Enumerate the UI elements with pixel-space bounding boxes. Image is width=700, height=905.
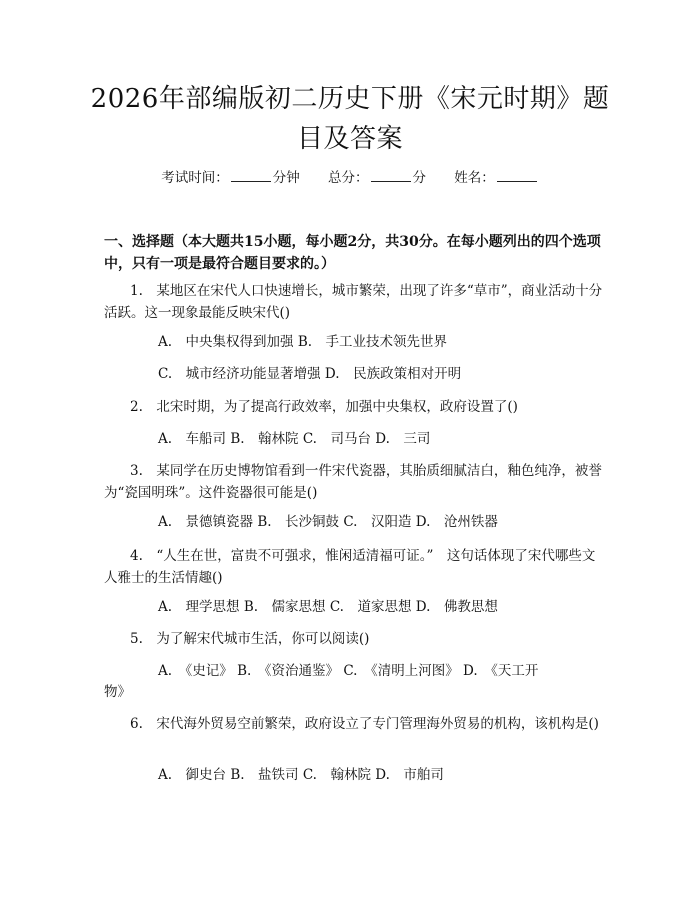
question-6-stem [104, 713, 604, 735]
question-3-stem [104, 460, 604, 504]
exam-time-blank[interactable] [231, 168, 271, 182]
question-1-options-line-1: A. 中央集权得到加强 B. 手工业技术领先世界 [158, 334, 448, 350]
question-1-options-line-2: C. 城市经济功能显著增强 D. 民族政策相对开明 [158, 366, 462, 382]
title-line-2: 目及答案 [296, 124, 403, 154]
total-score-unit: 分 [412, 170, 426, 186]
name-label: 姓名： [454, 170, 495, 186]
total-score-label: 总分： [328, 170, 369, 186]
section-header: 一、选择题（本大题共15小题，每小题2分，共30分。在每小题列出的四个选项中，只有一项是最符合题目要求的。） [104, 234, 601, 272]
name-field [454, 170, 539, 186]
question-text: 4. “人生在世，富贵不可强求，惟闲适清福可证。” 这句话体现了宋代哪些文人雅士的生活情趣() [104, 548, 596, 586]
name-blank[interactable] [497, 168, 537, 182]
document-title [80, 79, 620, 159]
question-text: 6. 宋代海外贸易空前繁荣，政府设立了专门管理海外贸易的机构，该机构是() [130, 716, 599, 732]
question-text: 1. 某地区在宋代人口快速增长，城市繁荣，出现了许多“草市”，商业活动十分活跃。这一现象最能反映宋代() [104, 283, 603, 321]
question-5-options-line-1: A. 《史记》 B. 《资治通鉴》 C. 《清明上河图》 D. 《天工开 [158, 663, 539, 679]
total-score-field [328, 170, 430, 186]
question-2-options: A. 车船司 B. 翰林院 C. 司马台 D. 三司 [158, 431, 431, 447]
question-6-options: A. 御史台 B. 盐铁司 C. 翰林院 D. 市舶司 [158, 767, 444, 783]
question-4-stem [104, 545, 604, 589]
total-score-blank[interactable] [371, 168, 411, 182]
exam-time-field [161, 170, 304, 186]
exam-time-unit: 分钟 [272, 170, 300, 186]
question-text: 3. 某同学在历史博物馆看到一件宋代瓷器，其胎质细腻洁白，釉色纯净，被誉为“瓷国明珠”。这件瓷器很可能是() [104, 463, 602, 501]
question-1-stem [104, 280, 604, 324]
question-3-options: A. 景德镇瓷器 B. 长沙铜鼓 C. 汉阳造 D. 沧州铁器 [158, 514, 498, 530]
question-5-stem [104, 628, 604, 650]
question-text: 5. 为了解宋代城市生活，你可以阅读() [130, 631, 370, 647]
question-2-stem [104, 396, 604, 418]
question-4-options: A. 理学思想 B. 儒家思想 C. 道家思想 D. 佛教思想 [158, 599, 498, 615]
exam-time-label: 考试时间： [161, 170, 229, 186]
exam-info [0, 168, 700, 188]
question-text: 2. 北宋时期，为了提高行政效率，加强中央集权，政府设置了() [130, 399, 518, 415]
question-5-options-line-2: 物》 [104, 684, 131, 700]
title-line-1: 2026年部编版初二历史下册《宋元时期》题 [90, 84, 610, 114]
